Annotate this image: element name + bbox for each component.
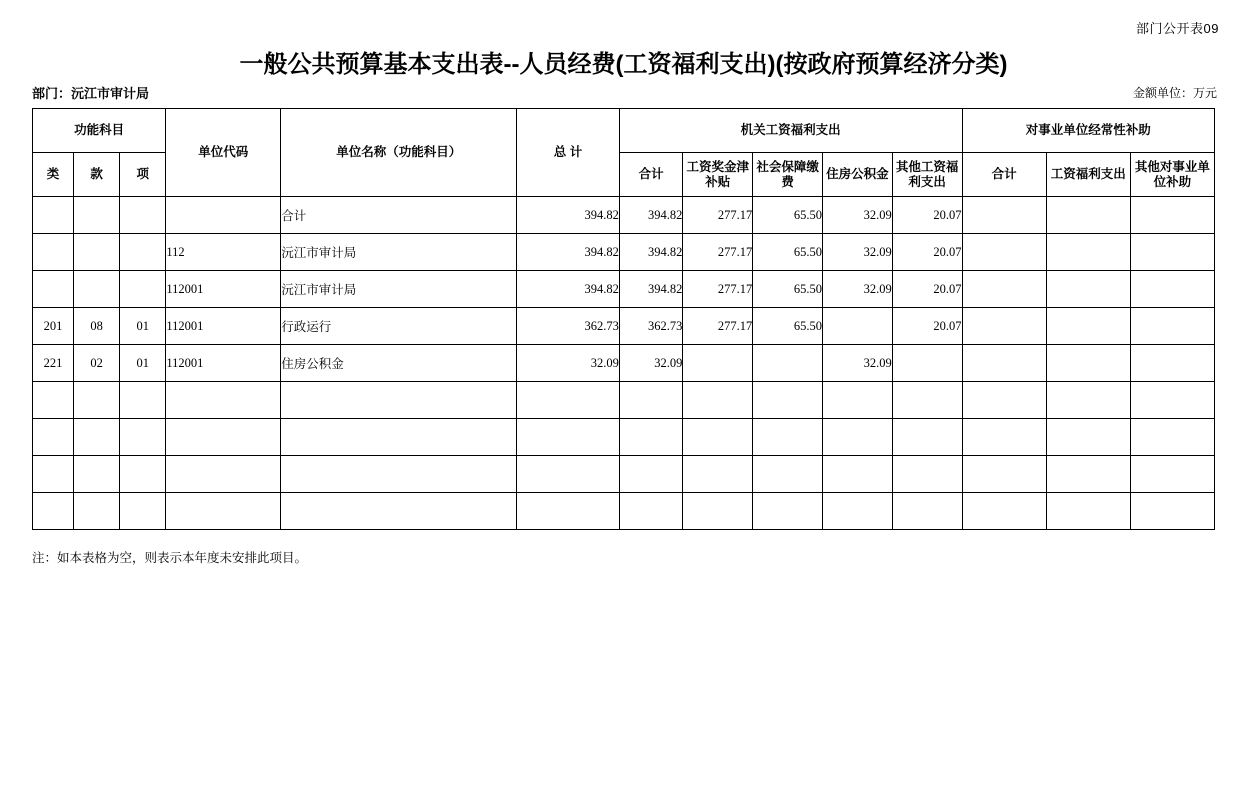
table-row [33, 382, 1215, 419]
table-note: 注：如本表格为空，则表示本年度未安排此项目。 [32, 551, 308, 565]
cell-unit-name [281, 456, 517, 493]
cell-agency-total: 394.82 [619, 271, 683, 308]
cell-inst-other [1130, 456, 1214, 493]
header-unit-name: 单位名称（功能科目） [281, 109, 517, 197]
cell-inst-salary [1046, 456, 1130, 493]
header-social-security: 社会保障缴费 [753, 153, 823, 197]
table-row [33, 271, 1215, 308]
cell-other-salary: 20.07 [892, 234, 962, 271]
cell-housing-fund: 32.09 [822, 197, 892, 234]
cell-other-salary: 20.07 [892, 271, 962, 308]
cell-social-security [753, 456, 823, 493]
page-title: 一般公共预算基本支出表--人员经费(工资福利支出)(按政府预算经济分类) [239, 51, 1008, 78]
cell-other-salary [892, 493, 962, 530]
cell-salary-bonus: 277.17 [683, 197, 753, 234]
header-inst-other: 其他对事业单位补助 [1130, 153, 1214, 197]
cell-section [74, 419, 120, 456]
budget-table [32, 108, 1215, 530]
cell-section [74, 456, 120, 493]
cell-inst-total [962, 345, 1046, 382]
header-section: 款 [74, 153, 120, 197]
cell-inst-salary [1046, 234, 1130, 271]
cell-housing-fund [822, 456, 892, 493]
cell-other-salary: 20.07 [892, 308, 962, 345]
header-unit-code: 单位代码 [166, 109, 281, 197]
header-inst-salary: 工资福利支出 [1046, 153, 1130, 197]
header-salary-bonus: 工资奖金津补贴 [683, 153, 753, 197]
cell-inst-other [1130, 345, 1214, 382]
cell-unit-code: 112001 [166, 345, 281, 382]
cell-salary-bonus: 277.17 [683, 234, 753, 271]
cell-inst-other [1130, 493, 1214, 530]
cell-category [33, 197, 74, 234]
cell-agency-total [619, 382, 683, 419]
cell-unit-code: 112 [166, 234, 281, 271]
cell-inst-total [962, 308, 1046, 345]
cell-unit-name [281, 493, 517, 530]
cell-category [33, 382, 74, 419]
header-function-subject: 功能科目 [33, 109, 166, 153]
cell-social-security: 65.50 [753, 234, 823, 271]
cell-total: 394.82 [517, 271, 620, 308]
form-code: 部门公开表09 [1136, 21, 1219, 36]
cell-housing-fund [822, 382, 892, 419]
cell-total [517, 419, 620, 456]
cell-unit-code [166, 382, 281, 419]
cell-other-salary [892, 345, 962, 382]
cell-total: 394.82 [517, 197, 620, 234]
header-other-salary: 其他工资福利支出 [892, 153, 962, 197]
cell-section [74, 493, 120, 530]
cell-agency-total [619, 419, 683, 456]
cell-other-salary [892, 382, 962, 419]
cell-section [74, 382, 120, 419]
header-agency-salary: 机关工资福利支出 [619, 109, 962, 153]
header-inst-total: 合计 [962, 153, 1046, 197]
cell-category [33, 456, 74, 493]
cell-section [74, 271, 120, 308]
cell-salary-bonus [683, 382, 753, 419]
cell-unit-code: 112001 [166, 308, 281, 345]
department-label: 部门：沅江市审计局 [32, 86, 150, 101]
cell-section: 02 [74, 345, 120, 382]
cell-other-salary [892, 456, 962, 493]
table-row [33, 197, 1215, 234]
table-row [33, 493, 1215, 530]
cell-total: 394.82 [517, 234, 620, 271]
header-item: 项 [120, 153, 166, 197]
cell-inst-other [1130, 234, 1214, 271]
cell-inst-salary [1046, 419, 1130, 456]
cell-inst-total [962, 234, 1046, 271]
cell-salary-bonus [683, 493, 753, 530]
cell-inst-other [1130, 271, 1214, 308]
cell-inst-other [1130, 197, 1214, 234]
cell-agency-total: 362.73 [619, 308, 683, 345]
cell-unit-code [166, 419, 281, 456]
cell-social-security [753, 419, 823, 456]
cell-unit-code [166, 456, 281, 493]
cell-inst-other [1130, 382, 1214, 419]
cell-item [120, 493, 166, 530]
cell-inst-other [1130, 308, 1214, 345]
cell-unit-code: 112001 [166, 271, 281, 308]
cell-salary-bonus [683, 345, 753, 382]
cell-unit-code [166, 493, 281, 530]
cell-social-security: 65.50 [753, 197, 823, 234]
cell-social-security [753, 382, 823, 419]
cell-unit-name: 沅江市审计局 [281, 234, 517, 271]
cell-item [120, 197, 166, 234]
cell-inst-salary [1046, 345, 1130, 382]
cell-housing-fund: 32.09 [822, 271, 892, 308]
cell-inst-salary [1046, 493, 1130, 530]
cell-item [120, 456, 166, 493]
cell-inst-total [962, 456, 1046, 493]
cell-salary-bonus [683, 419, 753, 456]
cell-section [74, 234, 120, 271]
cell-inst-total [962, 271, 1046, 308]
header-housing-fund: 住房公积金 [822, 153, 892, 197]
cell-inst-salary [1046, 197, 1130, 234]
cell-item [120, 234, 166, 271]
cell-item: 01 [120, 308, 166, 345]
cell-total [517, 493, 620, 530]
header-total: 总 计 [517, 109, 620, 197]
cell-housing-fund: 32.09 [822, 345, 892, 382]
cell-unit-name: 沅江市审计局 [281, 271, 517, 308]
cell-unit-name: 住房公积金 [281, 345, 517, 382]
table-row [33, 345, 1215, 382]
cell-unit-name: 合计 [281, 197, 517, 234]
cell-category [33, 419, 74, 456]
table-row [33, 234, 1215, 271]
cell-inst-total [962, 197, 1046, 234]
cell-inst-salary [1046, 308, 1130, 345]
cell-inst-total [962, 382, 1046, 419]
cell-total: 362.73 [517, 308, 620, 345]
cell-agency-total [619, 456, 683, 493]
cell-inst-other [1130, 419, 1214, 456]
cell-section [74, 197, 120, 234]
table-row [33, 456, 1215, 493]
cell-salary-bonus: 277.17 [683, 271, 753, 308]
cell-salary-bonus [683, 456, 753, 493]
cell-item [120, 382, 166, 419]
cell-agency-total: 394.82 [619, 197, 683, 234]
amount-unit-label: 金额单位：万元 [1132, 86, 1217, 100]
cell-social-security: 65.50 [753, 271, 823, 308]
cell-item: 01 [120, 345, 166, 382]
cell-section: 08 [74, 308, 120, 345]
cell-category [33, 271, 74, 308]
cell-category: 221 [33, 345, 74, 382]
cell-unit-code [166, 197, 281, 234]
header-institution-subsidy: 对事业单位经常性补助 [962, 109, 1214, 153]
cell-unit-name [281, 419, 517, 456]
cell-salary-bonus: 277.17 [683, 308, 753, 345]
cell-inst-total [962, 493, 1046, 530]
cell-total [517, 382, 620, 419]
cell-category [33, 493, 74, 530]
cell-item [120, 419, 166, 456]
cell-housing-fund: 32.09 [822, 234, 892, 271]
cell-inst-salary [1046, 271, 1130, 308]
header-category: 类 [33, 153, 74, 197]
cell-total [517, 456, 620, 493]
cell-social-security: 65.50 [753, 308, 823, 345]
cell-item [120, 271, 166, 308]
cell-social-security [753, 493, 823, 530]
cell-inst-total [962, 419, 1046, 456]
table-row [33, 419, 1215, 456]
cell-unit-name: 行政运行 [281, 308, 517, 345]
cell-housing-fund [822, 419, 892, 456]
cell-other-salary: 20.07 [892, 197, 962, 234]
cell-housing-fund [822, 493, 892, 530]
table-body [33, 197, 1215, 530]
cell-agency-total: 32.09 [619, 345, 683, 382]
cell-unit-name [281, 382, 517, 419]
cell-agency-total: 394.82 [619, 234, 683, 271]
cell-agency-total [619, 493, 683, 530]
cell-social-security [753, 345, 823, 382]
cell-total: 32.09 [517, 345, 620, 382]
cell-housing-fund [822, 308, 892, 345]
cell-other-salary [892, 419, 962, 456]
header-agency-total: 合计 [619, 153, 683, 197]
cell-category: 201 [33, 308, 74, 345]
cell-inst-salary [1046, 382, 1130, 419]
table-row [33, 308, 1215, 345]
cell-category [33, 234, 74, 271]
